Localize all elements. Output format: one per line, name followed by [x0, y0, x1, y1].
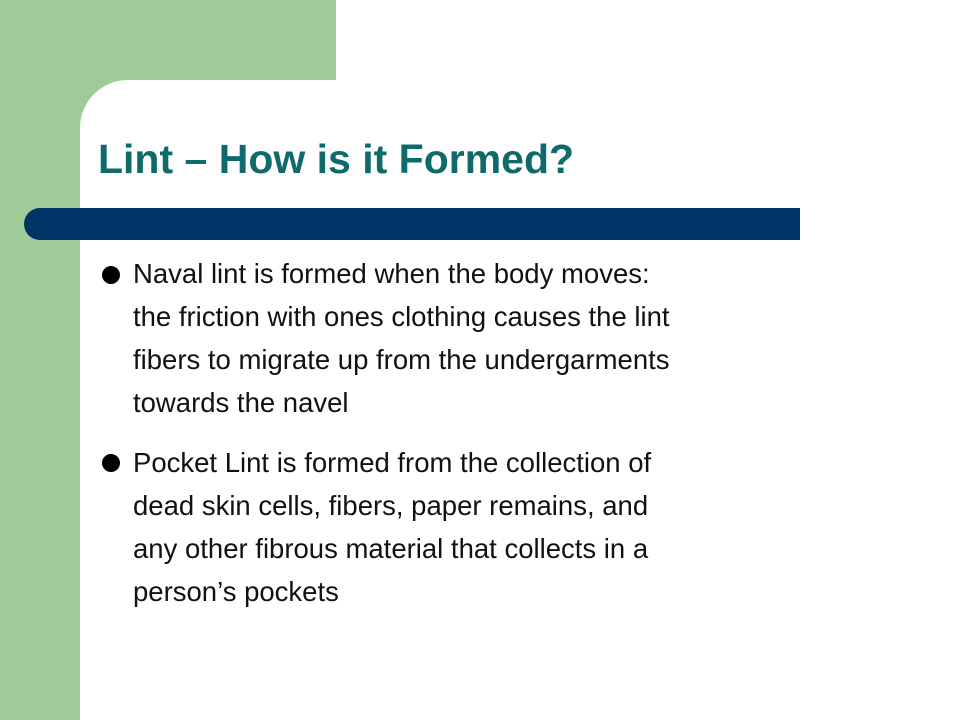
bullet-dot-icon	[102, 454, 120, 472]
bullet-text-line: Pocket Lint is formed from the collection of	[133, 447, 652, 478]
title-underline-bar	[24, 208, 800, 240]
bullet-text-line: dead skin cells, fibers, paper remains, and	[133, 490, 649, 521]
bullet-text-line: the friction with ones clothing causes the lint	[133, 301, 670, 332]
bullet-text-line: any other fibrous material that collects in a	[133, 533, 649, 564]
bullet-dot-icon	[102, 266, 120, 284]
bullet-text-line: person’s pockets	[133, 576, 339, 607]
bullet-text-line: towards the navel	[133, 387, 349, 418]
bullet-text-line: Naval lint is formed when the body moves:	[133, 258, 650, 289]
bullet-text-line: fibers to migrate up from the undergarments	[133, 344, 670, 375]
slide-title: Lint – How is it Formed?	[98, 136, 575, 182]
